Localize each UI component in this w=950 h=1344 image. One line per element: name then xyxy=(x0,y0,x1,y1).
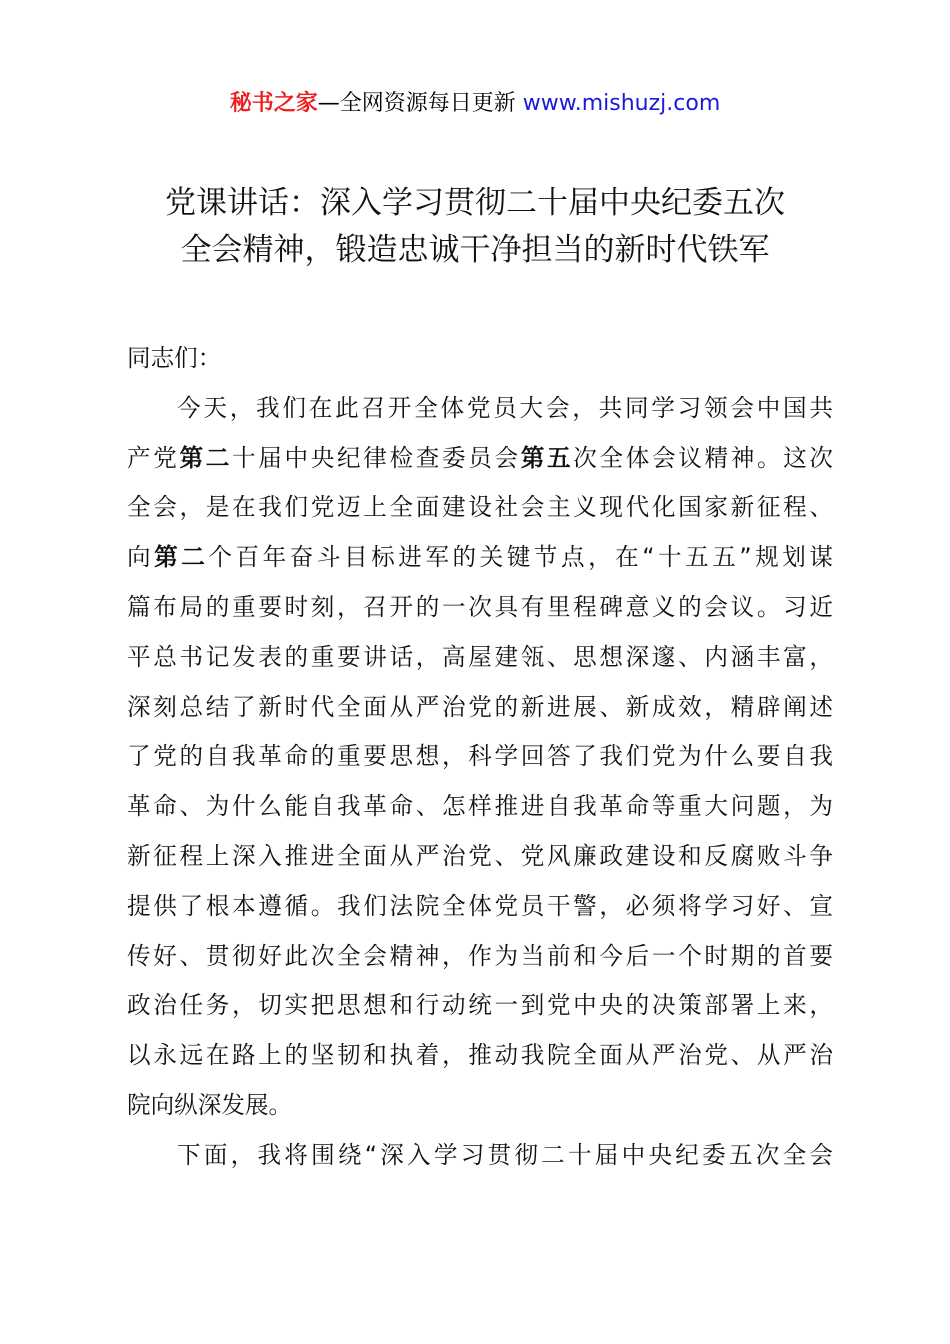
paragraph-line: 提供了根本遵循。我们法院全体党员干警，必须将学习好、宣 xyxy=(127,891,833,920)
paragraph-line: 以永远在路上的坚韧和执着，推动我院全面从严治党、从严治 xyxy=(127,1041,833,1070)
paragraph-line xyxy=(127,533,833,583)
paragraph-line: 了党的自我革命的重要思想，科学回答了我们党为什么要自我 xyxy=(127,742,833,771)
paragraph-line: 政治任务，切实把思想和行动统一到党中央的决策部署上来， xyxy=(127,991,833,1020)
document-title xyxy=(100,180,850,274)
text-run: 个百年奋斗目标进军的关键节点，在“十五五”规划谋 xyxy=(208,543,834,572)
paragraph-line: 传好、贯彻好此次全会精神，作为当前和今后一个时期的首要 xyxy=(127,941,833,970)
bold-text: 第二 xyxy=(179,443,232,472)
site-header xyxy=(0,88,950,120)
bold-text: 第二 xyxy=(154,543,209,572)
text-run: 向 xyxy=(127,543,155,572)
text-run: 产党 xyxy=(127,443,180,472)
paragraph-line: 院向纵深发展。 xyxy=(127,1090,293,1119)
site-brand: 秘书之家 xyxy=(229,91,318,116)
site-slogan: —全网资源每日更新 xyxy=(317,91,516,116)
paragraph-2 xyxy=(127,1131,833,1181)
paragraph-line: 全会，是在我们党迈上全面建设社会主义现代化国家新征程、 xyxy=(127,493,833,522)
text-run: 十届中央纪律检查委员会 xyxy=(232,443,521,472)
title-line-1: 党课讲话：深入学习贯彻二十届中央纪委五次 xyxy=(165,185,785,221)
paragraph-line: 下面，我将围绕“深入学习贯彻二十届中央纪委五次全会 xyxy=(177,1140,833,1169)
title-line-2: 全会精神，锻造忠诚干净担当的新时代铁军 xyxy=(180,232,770,268)
paragraph-line: 革命、为什么能自我革命、怎样推进自我革命等重大问题，为 xyxy=(127,792,833,821)
text-run: 次全体会议精神。这次 xyxy=(573,443,834,472)
paragraph-line: 新征程上深入推进全面从严治党、党风廉政建设和反腐败斗争 xyxy=(127,841,833,870)
bold-text: 第五 xyxy=(520,443,574,472)
salutation: 同志们： xyxy=(127,344,222,372)
document-body xyxy=(127,334,833,1181)
paragraph-line: 篇布局的重要时刻，召开的一次具有里程碑意义的会议。习近 xyxy=(127,592,833,621)
site-url-link[interactable]: www.mishuzj.com xyxy=(522,91,721,116)
paragraph-line: 平总书记发表的重要讲话，高屋建瓴、思想深邃、内涵丰富， xyxy=(127,642,833,671)
paragraph-line: 深刻总结了新时代全面从严治党的新进展、新成效，精辟阐述 xyxy=(127,692,833,721)
paragraph-1 xyxy=(127,384,833,1131)
paragraph-line: 今天，我们在此召开全体党员大会，共同学习领会中国共 xyxy=(177,393,833,422)
paragraph-line xyxy=(127,434,833,484)
